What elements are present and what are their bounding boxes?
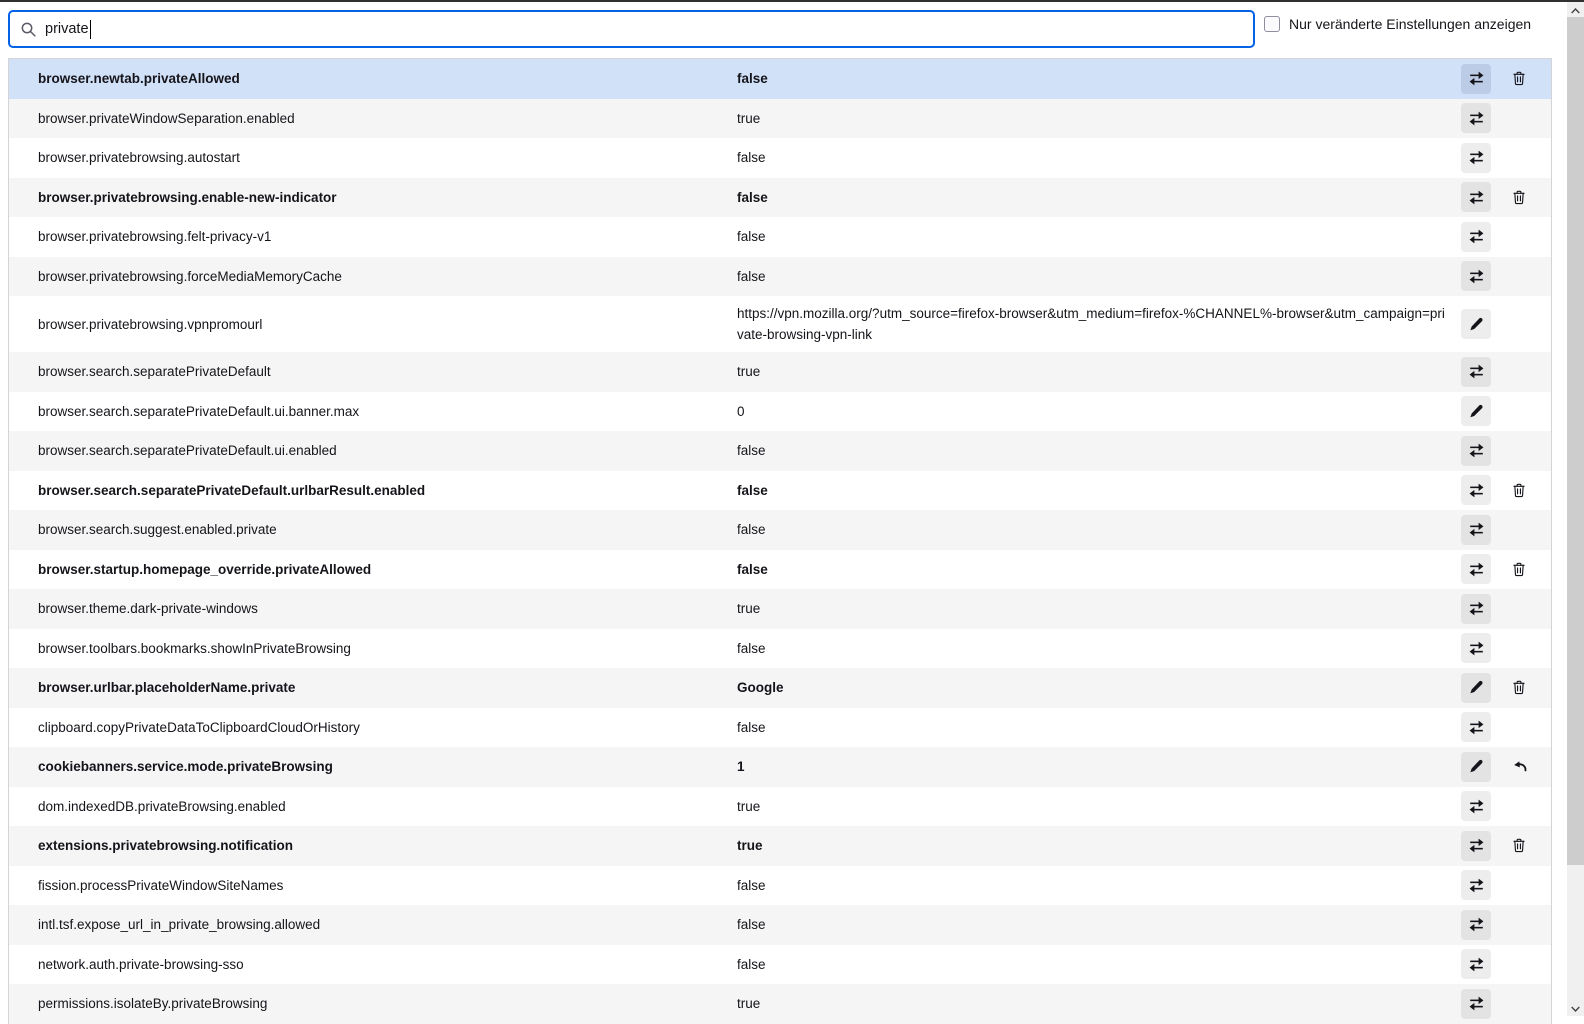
pref-name: network.auth.private-browsing-sso [38,956,244,972]
pref-value: false [737,71,768,87]
toggle-icon [1466,559,1487,580]
scroll-down-icon [1571,999,1580,1017]
pref-row[interactable] [9,138,1551,178]
pref-value: false [737,150,766,166]
toggle-button[interactable] [1461,357,1491,387]
toggle-icon [1466,835,1487,856]
pref-value: 1 [737,759,745,775]
pref-actions [1455,673,1551,703]
pref-row[interactable] [9,747,1551,787]
pref-name: browser.search.separatePrivateDefault.ui.banner.max [38,403,360,419]
toggle-button[interactable] [1461,910,1491,940]
pref-value: true [737,364,761,380]
pref-actions [1455,222,1551,252]
edit-button[interactable] [1461,673,1491,703]
toggle-button[interactable] [1461,633,1491,663]
pref-value: false [737,229,766,245]
toggle-icon [1466,875,1487,896]
toggle-button[interactable] [1461,870,1491,900]
edit-button[interactable] [1461,752,1491,782]
pref-name: browser.search.separatePrivateDefault.urlbarResult.enabled [38,482,426,498]
toggle-button[interactable] [1461,554,1491,584]
pref-value: false [737,443,766,459]
pref-value: true [737,798,761,814]
scroll-down-button[interactable] [1567,999,1584,1016]
pref-row[interactable] [9,826,1551,866]
pref-row[interactable] [9,352,1551,392]
pref-name: browser.privatebrowsing.felt-privacy-v1 [38,229,272,245]
pref-actions [1455,143,1551,173]
edit-icon [1468,758,1485,775]
pref-actions [1455,396,1551,426]
pref-actions [1455,475,1551,505]
toggle-button[interactable] [1461,475,1491,505]
text-cursor [90,20,92,39]
prefs-table [8,58,1552,1024]
vertical-scrollbar[interactable] [1567,2,1584,1016]
pref-value: false [737,561,768,577]
pref-actions [1455,594,1551,624]
show-modified-only-label: Nur veränderte Einstellungen anzeigen [1289,16,1532,32]
toggle-icon [1466,519,1487,540]
pref-value: false [737,268,766,284]
pref-actions [1455,515,1551,545]
delete-icon [1510,836,1528,855]
pref-row[interactable] [9,668,1551,708]
pref-name: browser.search.separatePrivateDefault.ui.enabled [38,443,337,459]
pref-row[interactable] [9,99,1551,139]
pref-value: false [737,482,768,498]
about-config-page [0,2,1567,1016]
toggle-icon [1466,598,1487,619]
pref-actions [1455,949,1551,979]
search-icon [20,21,37,38]
pref-value: false [737,189,768,205]
toggle-icon [1466,717,1487,738]
pref-value: Google [737,680,784,696]
pref-name: browser.privateWindowSeparation.enabled [38,110,295,126]
toggle-icon [1466,638,1487,659]
scroll-up-button[interactable] [1567,2,1584,17]
toggle-icon [1466,480,1487,501]
pref-value: https://vpn.mozilla.org/?utm_source=firefox-browser&utm_medium=firefox-%CHANNEL%-browser&utm_campaign=private-browsing-vpn-link [737,306,1445,342]
pref-actions [1455,831,1551,861]
pref-value: true [737,110,761,126]
delete-button[interactable] [1507,556,1531,582]
pref-name: browser.newtab.privateAllowed [38,71,240,87]
pref-actions [1455,712,1551,742]
delete-icon [1510,678,1528,697]
pref-actions [1455,357,1551,387]
pref-actions [1455,554,1551,584]
toggle-button[interactable] [1461,143,1491,173]
pref-name: browser.search.separatePrivateDefault [38,364,271,380]
pref-value: false [737,877,766,893]
pref-actions [1455,791,1551,821]
pref-name: browser.startup.homepage_override.privateAllowed [38,561,372,577]
toggle-button[interactable] [1461,64,1491,94]
search-input-value: private [45,21,89,37]
pref-name: browser.theme.dark-private-windows [38,601,258,617]
pref-actions [1455,64,1551,94]
show-modified-only-filter [1264,16,1531,32]
pref-row[interactable] [9,866,1551,906]
pref-actions [1455,633,1551,663]
pref-value: true [737,601,761,617]
toggle-button[interactable] [1461,594,1491,624]
toggle-button[interactable] [1461,222,1491,252]
pref-value: false [737,522,766,538]
pref-row[interactable] [9,629,1551,669]
pref-actions [1455,309,1551,339]
toggle-icon [1466,266,1487,287]
toggle-icon [1466,187,1487,208]
toggle-icon [1466,226,1487,247]
scroll-up-icon [1571,1,1580,19]
pref-row[interactable] [9,550,1551,590]
pref-name: browser.search.suggest.enabled.private [38,522,277,538]
edit-icon [1468,679,1485,696]
pref-name: permissions.isolateBy.privateBrowsing [38,996,268,1012]
pref-value: 0 [737,403,745,419]
delete-button[interactable] [1507,184,1531,210]
pref-value: false [737,956,766,972]
pref-name: browser.urlbar.placeholderName.private [38,680,296,696]
reset-button[interactable] [1507,754,1531,780]
pref-row[interactable] [9,217,1551,257]
pref-row[interactable] [9,392,1551,432]
toggle-button[interactable] [1461,712,1491,742]
toggle-button[interactable] [1461,261,1491,291]
pref-actions [1455,989,1551,1019]
toggle-button[interactable] [1461,831,1491,861]
toggle-icon [1466,68,1487,89]
pref-value: true [737,838,763,854]
toggle-icon [1466,440,1487,461]
delete-button[interactable] [1507,675,1531,701]
toggle-icon [1466,361,1487,382]
pref-name: cookiebanners.service.mode.privateBrowsing [38,759,333,775]
pref-row[interactable] [9,708,1551,748]
toggle-icon [1466,108,1487,129]
pref-row[interactable] [9,905,1551,945]
show-modified-only-checkbox[interactable] [1264,16,1280,32]
pref-name: browser.privatebrowsing.autostart [38,150,240,166]
pref-row[interactable] [9,257,1551,297]
toggle-button[interactable] [1461,436,1491,466]
pref-row[interactable] [9,59,1551,99]
toggle-icon [1466,954,1487,975]
pref-row[interactable] [9,178,1551,218]
toggle-icon [1466,796,1487,817]
delete-icon [1510,188,1528,207]
pref-row[interactable] [9,787,1551,827]
toggle-icon [1466,914,1487,935]
pref-actions [1455,261,1551,291]
pref-name: browser.privatebrowsing.vpnpromourl [38,316,263,332]
toggle-icon [1466,993,1487,1014]
pref-name: dom.indexedDB.privateBrowsing.enabled [38,798,286,814]
toggle-icon [1466,147,1487,168]
pref-actions [1455,103,1551,133]
edit-button[interactable] [1461,396,1491,426]
delete-button[interactable] [1507,833,1531,859]
delete-icon [1510,560,1528,579]
pref-row[interactable] [9,510,1551,550]
pref-name: intl.tsf.expose_url_in_private_browsing.allowed [38,917,321,933]
delete-button[interactable] [1507,66,1531,92]
toggle-button[interactable] [1461,103,1491,133]
pref-row[interactable] [9,296,1551,352]
delete-icon [1510,481,1528,500]
pref-row[interactable] [9,431,1551,471]
pref-name: clipboard.copyPrivateDataToClipboardCloudOrHistory [38,719,360,735]
delete-button[interactable] [1507,477,1531,503]
pref-row[interactable] [9,945,1551,985]
toggle-button[interactable] [1461,949,1491,979]
search-input[interactable] [8,10,1255,48]
pref-actions [1455,870,1551,900]
scrollbar-thumb[interactable] [1567,17,1584,865]
pref-value: true [737,996,761,1012]
pref-actions [1455,910,1551,940]
topbar [0,2,1567,58]
pref-value: false [737,917,766,933]
toggle-button[interactable] [1461,182,1491,212]
edit-icon [1468,316,1485,333]
pref-name: browser.privatebrowsing.enable-new-indicator [38,189,337,205]
pref-actions [1455,182,1551,212]
pref-name: extensions.privatebrowsing.notification [38,838,294,854]
reset-icon [1510,757,1529,776]
pref-value: false [737,719,766,735]
delete-icon [1510,69,1528,88]
toggle-button[interactable] [1461,989,1491,1019]
pref-row[interactable] [9,471,1551,511]
toggle-button[interactable] [1461,791,1491,821]
pref-name: browser.privatebrowsing.forceMediaMemoryCache [38,268,342,284]
pref-value: false [737,640,766,656]
pref-row[interactable] [9,589,1551,629]
pref-actions [1455,752,1551,782]
toggle-button[interactable] [1461,515,1491,545]
pref-row[interactable] [9,984,1551,1024]
pref-actions [1455,436,1551,466]
edit-icon [1468,403,1485,420]
edit-button[interactable] [1461,309,1491,339]
pref-name: fission.processPrivateWindowSiteNames [38,877,284,893]
pref-name: browser.toolbars.bookmarks.showInPrivateBrowsing [38,640,351,656]
